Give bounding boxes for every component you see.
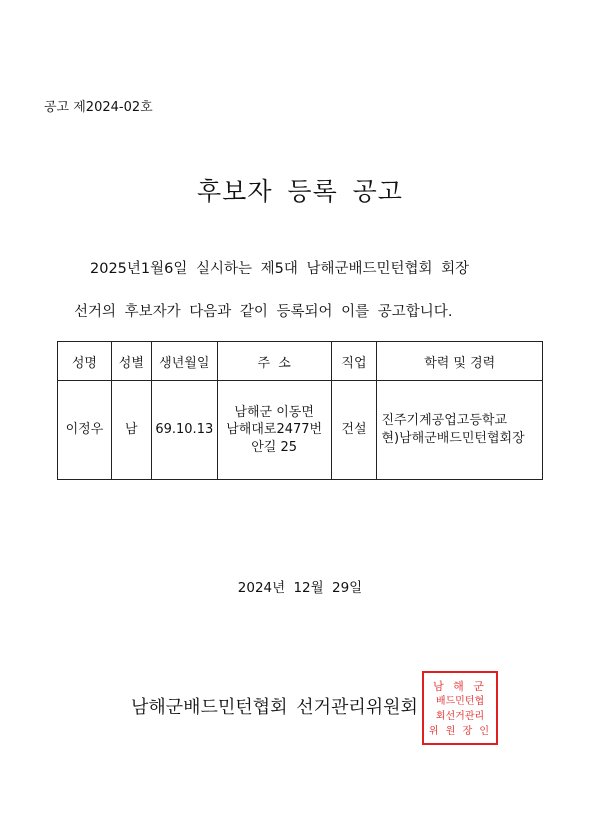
- header-career: 학력 및 경력: [377, 342, 543, 381]
- organization-name: 남해군배드민턴협회 선거관리위원회: [131, 697, 418, 718]
- header-job: 직업: [331, 342, 377, 381]
- cell-birth: 69.10.13: [151, 381, 217, 480]
- cell-name: 이정우: [58, 381, 112, 480]
- seal-line: 남 해 군: [433, 680, 487, 693]
- address-line: 남해군 이동면: [234, 404, 314, 420]
- notice-number: 공고 제2024-02호: [44, 100, 153, 115]
- cell-address: [217, 381, 331, 480]
- cell-job: 건설: [331, 381, 377, 480]
- career-line: 현)남해군배드민턴협회장: [381, 431, 525, 446]
- cell-career: [377, 381, 543, 480]
- official-seal-stamp: [422, 671, 498, 745]
- table-header-row: [58, 342, 543, 381]
- table-row: [58, 381, 543, 480]
- address-line: 남해대로2477번: [226, 422, 323, 438]
- cell-gender: 남: [111, 381, 151, 480]
- candidate-table: [57, 341, 543, 480]
- seal-line: 위 원 장 인: [428, 726, 492, 737]
- announcement-date: 2024년 12월 29일: [237, 580, 363, 596]
- page-title: 후보자 등록 공고: [197, 177, 403, 206]
- address-line: 안길 25: [251, 439, 298, 455]
- header-name: 성명: [58, 342, 112, 381]
- header-gender: 성별: [111, 342, 151, 381]
- header-address: 주 소: [217, 342, 331, 381]
- career-line: 진주기계공업고등학교: [381, 413, 508, 429]
- body-text-line-1: 2025년1월6일 실시하는 제5대 남해군배드민턴협회 회장: [90, 261, 470, 277]
- seal-line: 회선거관리: [435, 711, 485, 722]
- body-text-line-2: 선거의 후보자가 다음과 같이 등록되어 이를 공고합니다.: [74, 304, 453, 320]
- header-birth: 생년월일: [151, 342, 217, 381]
- seal-line: 배드민턴협: [435, 696, 485, 707]
